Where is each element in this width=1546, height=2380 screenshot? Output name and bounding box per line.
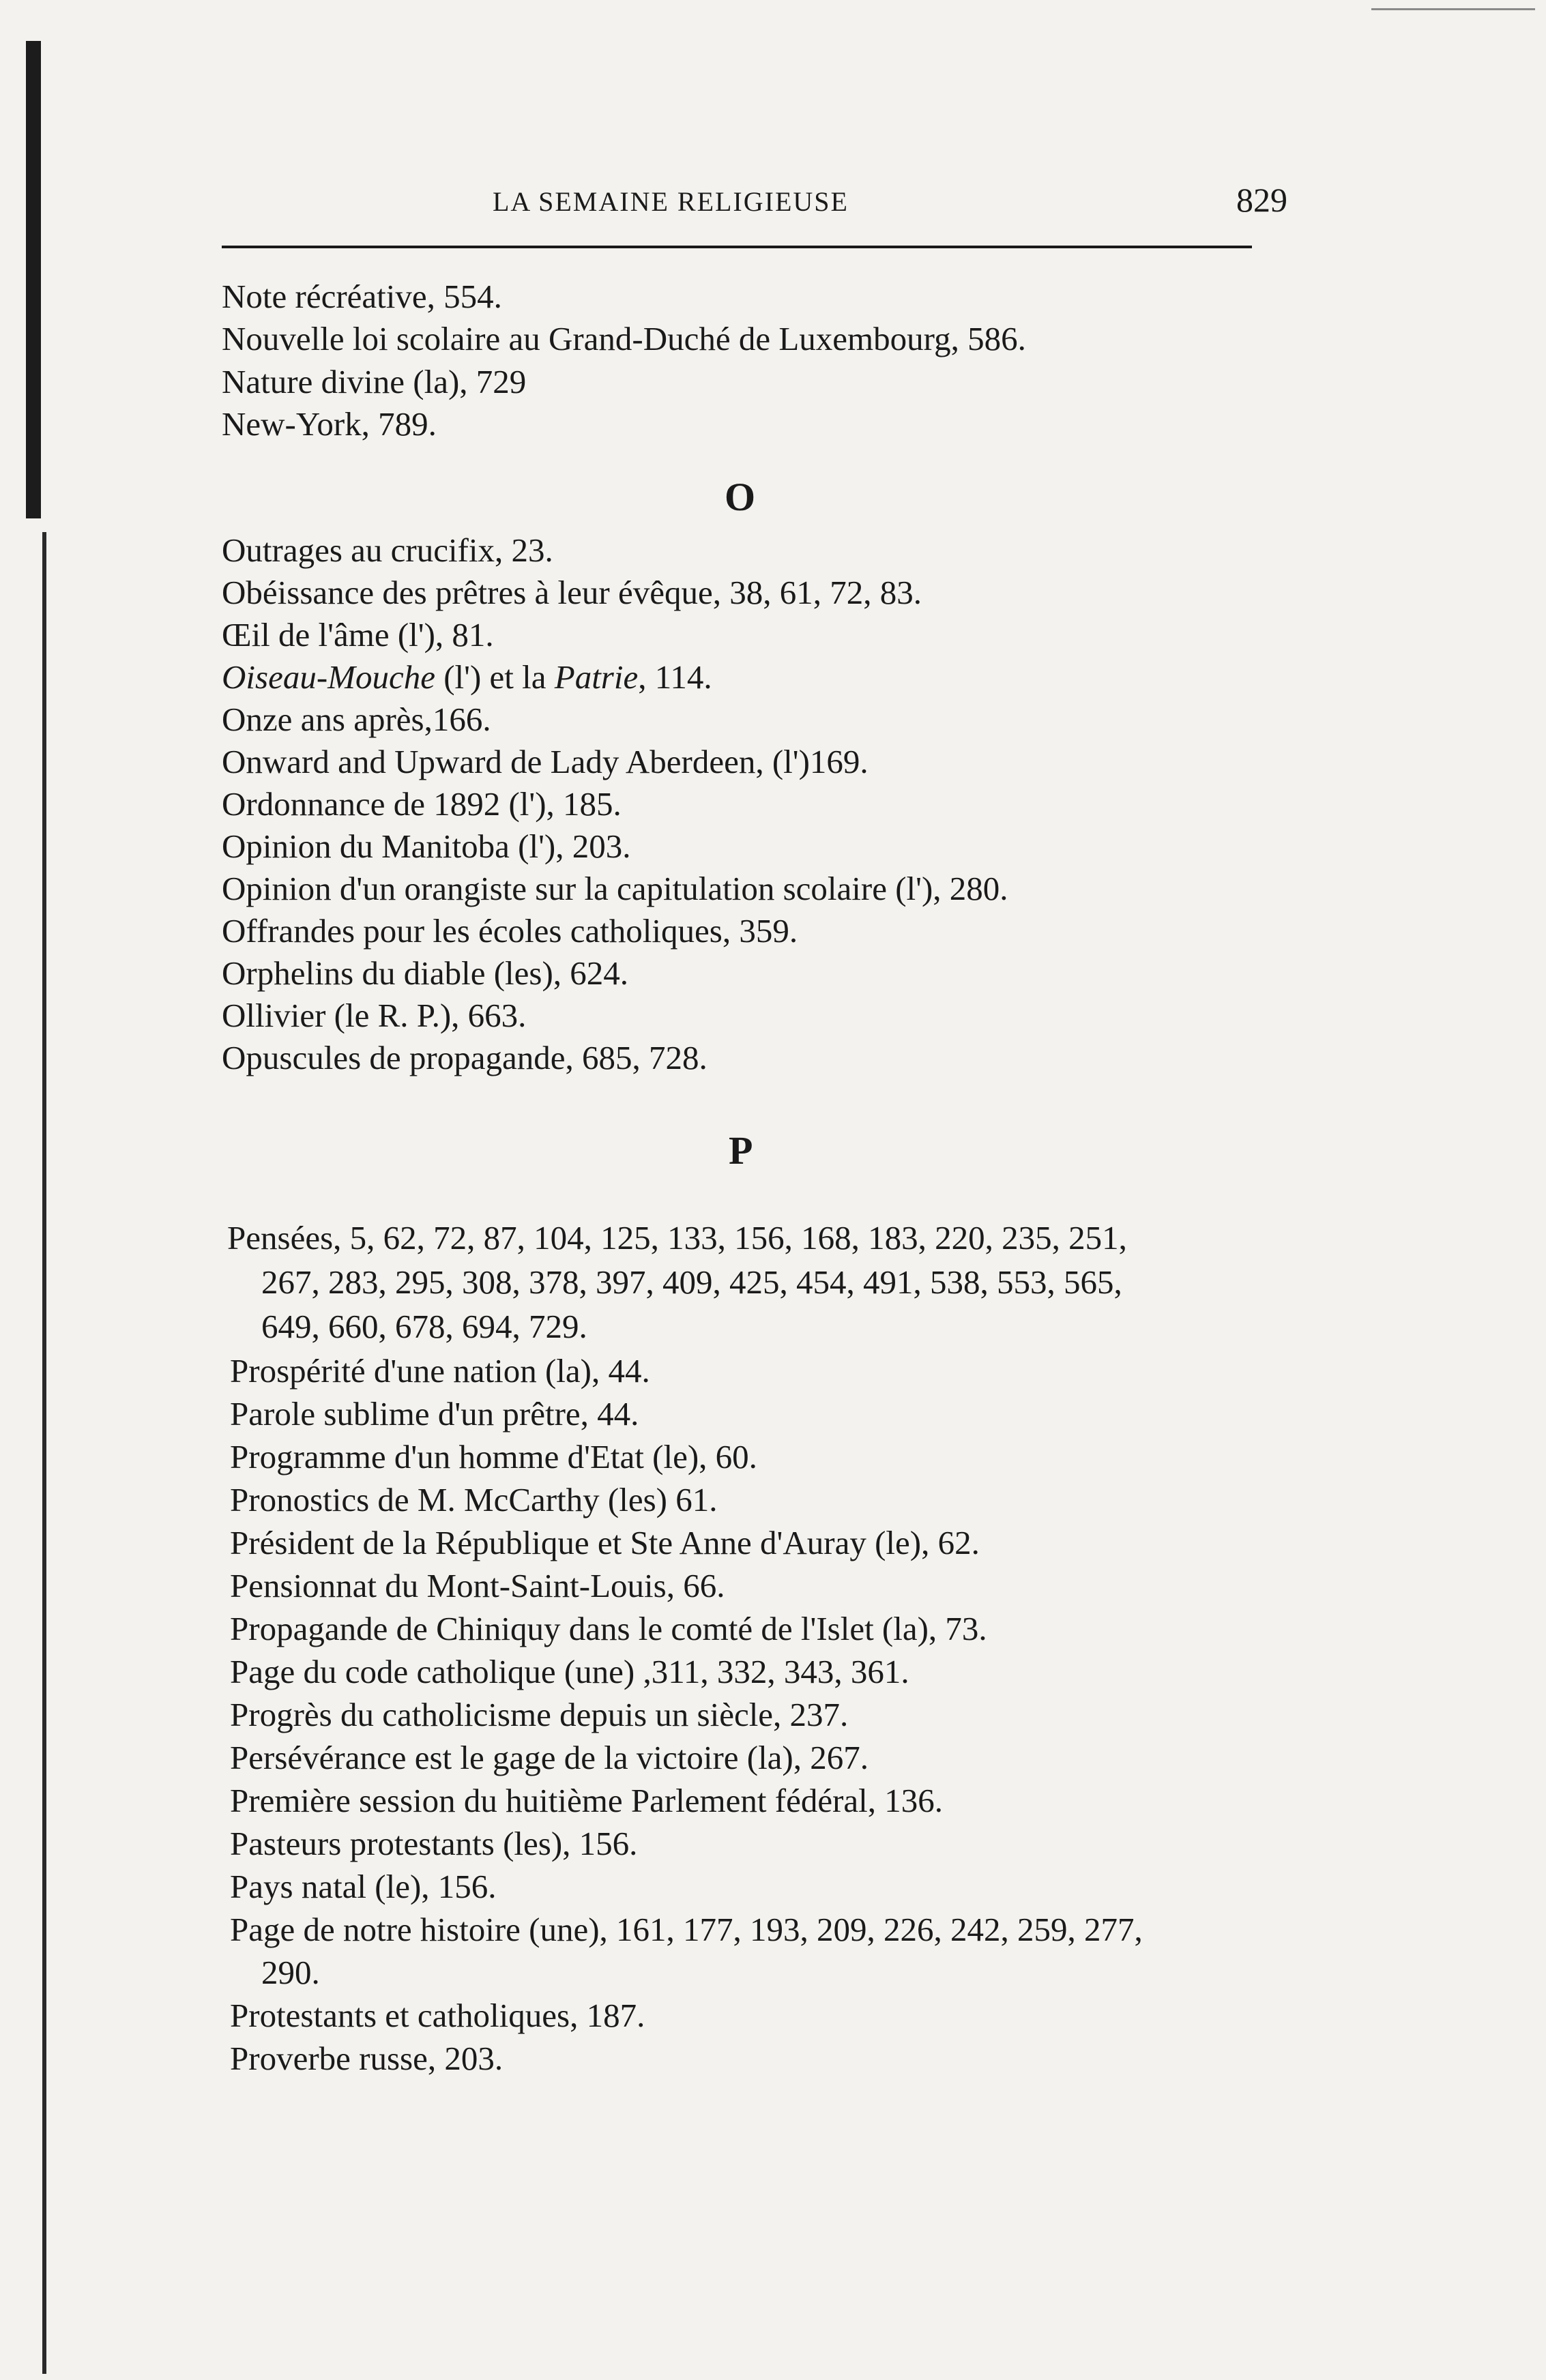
index-entry: Proverbe russe, 203. [230,2040,504,2077]
index-entry: Pasteurs protestants (les), 156. [230,1825,638,1862]
index-entry: Onward and Upward de Lady Aberdeen, (l')169. [222,743,869,780]
index-entry: Président de la République et Ste Anne d'Auray (le), 62. [230,1524,980,1561]
index-entry: Opinion d'un orangiste sur la capitulation scolaire (l'), 280. [222,870,1008,907]
running-title: LA SEMAINE RELIGIEUSE [493,186,849,217]
index-entry: Nature divine (la), 729 [222,363,527,400]
index-entry: Opuscules de propagande, 685, 728. [222,1039,708,1076]
index-entry: Opinion du Manitoba (l'), 203. [222,827,631,865]
index-entry-continuation: 267, 283, 295, 308, 378, 397, 409, 425, 454, 491, 538, 553, 565, [261,1263,1122,1301]
index-entry: Outrages au crucifix, 23. [222,531,553,569]
binding-shadow [26,41,41,518]
index-entry: Protestants et catholiques, 187. [230,1997,645,2034]
index-entry: Programme d'un homme d'Etat (le), 60. [230,1438,757,1475]
index-entry: Page de notre histoire (une), 161, 177, 193, 209, 226, 242, 259, 277, [230,1911,1143,1948]
binding-line [42,532,46,2374]
index-entry: Pays natal (le), 156. [230,1868,497,1905]
italic-title: Patrie [554,658,639,696]
index-entry: Pronostics de M. McCarthy (les) 61. [230,1481,718,1518]
index-entry: Onze ans après,166. [222,701,491,738]
index-entry: Orphelins du diable (les), 624. [222,954,629,992]
index-entry-continuation: 649, 660, 678, 694, 729. [261,1308,587,1345]
page-number: 829 [1236,181,1287,219]
index-entry: Offrandes pour les écoles catholiques, 359. [222,912,798,950]
index-entry: Ollivier (le R. P.), 663. [222,997,527,1034]
index-entry: Pensionnat du Mont-Saint-Louis, 66. [230,1567,725,1604]
header-rule [222,246,1252,248]
section-letter-p: P [729,1128,753,1173]
scan-edge-mark [1371,8,1535,10]
italic-title: Oiseau-Mouche [222,658,435,696]
index-entry: Note récréative, 554. [222,278,502,315]
index-entry: Ordonnance de 1892 (l'), 185. [222,785,622,823]
index-entry: Persévérance est le gage de la victoire (la), 267. [230,1739,869,1776]
index-entry: Progrès du catholicisme depuis un siècle, 237. [230,1696,849,1733]
index-entry: Nouvelle loi scolaire au Grand-Duché de Luxembourg, 586. [222,320,1026,357]
index-entry: New-York, 789. [222,405,437,443]
index-entry: Obéissance des prêtres à leur évêque, 38, 61, 72, 83. [222,574,922,611]
index-entry: Première session du huitième Parlement fédéral, 136. [230,1782,944,1819]
index-entry: Parole sublime d'un prêtre, 44. [230,1395,639,1433]
section-letter-o: O [725,475,756,519]
index-entry: Œil de l'âme (l'), 81. [222,616,494,653]
index-entry: Propagande de Chiniquy dans le comté de l'Islet (la), 73. [230,1610,987,1647]
index-entry-continuation: 290. [261,1954,320,1991]
index-entry: Pensées, 5, 62, 72, 87, 104, 125, 133, 156, 168, 183, 220, 235, 251, [227,1219,1127,1257]
index-entry: Oiseau-Mouche (l') et la Patrie, 114. [222,658,712,696]
index-entry: Prospérité d'une nation (la), 44. [230,1352,650,1390]
index-entry: Page du code catholique (une) ,311, 332, 343, 361. [230,1653,909,1690]
